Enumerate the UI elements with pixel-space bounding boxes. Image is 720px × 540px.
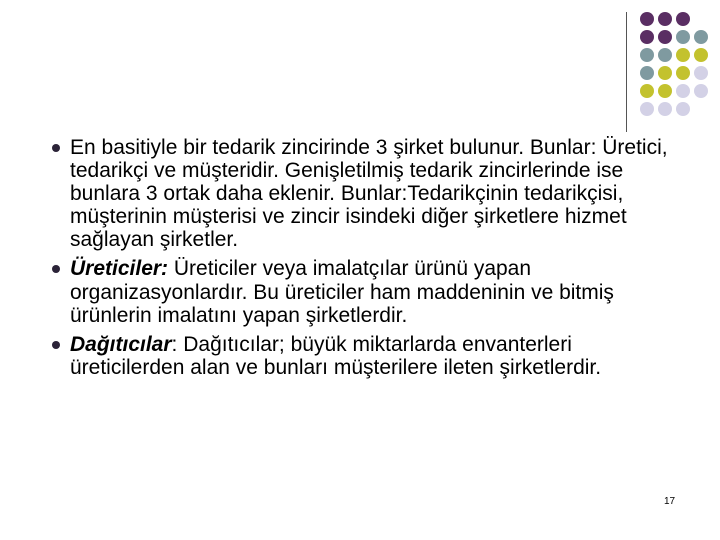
decorative-dot	[694, 48, 708, 62]
decorative-dot	[676, 66, 690, 80]
bullet-dot-icon	[52, 144, 60, 152]
divider-line	[626, 12, 627, 132]
decorative-dot	[676, 102, 690, 116]
decorative-dot	[658, 12, 672, 26]
bullet-item-distributors	[48, 333, 688, 379]
decorative-dot	[658, 66, 672, 80]
bullet-item-overview	[48, 136, 688, 251]
decorative-dot	[676, 48, 690, 62]
bullet-term: Üreticiler:	[70, 257, 169, 281]
decorative-dot	[658, 102, 672, 116]
bullet-text: Dağıtıcılar; büyük miktarlarda envanterleri üreticilerden alan ve bunları müşterilere ileten şirketlerdir.	[70, 332, 602, 379]
decorative-dot	[658, 84, 672, 98]
bullet-dot-icon	[52, 341, 60, 349]
decorative-dot	[640, 84, 654, 98]
bullet-text: En basitiyle bir tedarik zincirinde 3 şirket bulunur. Bunlar: Üretici, tedarikçi ve müşteridir. Genişletilmiş tedarik zincirlerinde ise bunlara 3 ortak daha eklenir. Bunlar:Tedarikçinin tedarikçisi, müşterinin müşterisi ve zincir isindeki diğer şirketlere hizmet sağlayan şirketler.	[70, 136, 668, 252]
decorative-dot	[676, 30, 690, 44]
bullet-item-manufacturers	[48, 257, 688, 326]
bullet-text: Üreticiler veya imalatçılar ürünü yapan organizasyonlardır. Bu üreticiler ham maddeninin ve bitmiş ürünlerin imalatını yapan şirketlerdir.	[70, 257, 614, 327]
decorative-dot	[694, 84, 708, 98]
decorative-dot	[694, 30, 708, 44]
decorative-dot	[658, 30, 672, 44]
decorative-dot	[640, 30, 654, 44]
decorative-dot	[676, 84, 690, 98]
decorative-dot	[676, 12, 690, 26]
bullet-separator: :	[171, 332, 184, 356]
decorative-dot	[658, 48, 672, 62]
bullet-dot-icon	[52, 265, 60, 273]
decorative-dot	[640, 66, 654, 80]
page-number: 17	[664, 496, 676, 507]
decorative-dot	[640, 102, 654, 116]
decorative-dot	[694, 66, 708, 80]
decorative-dot	[640, 48, 654, 62]
decorative-dot	[640, 12, 654, 26]
bullet-term: Dağıtıcılar	[70, 332, 172, 356]
bullet-list	[48, 136, 688, 379]
